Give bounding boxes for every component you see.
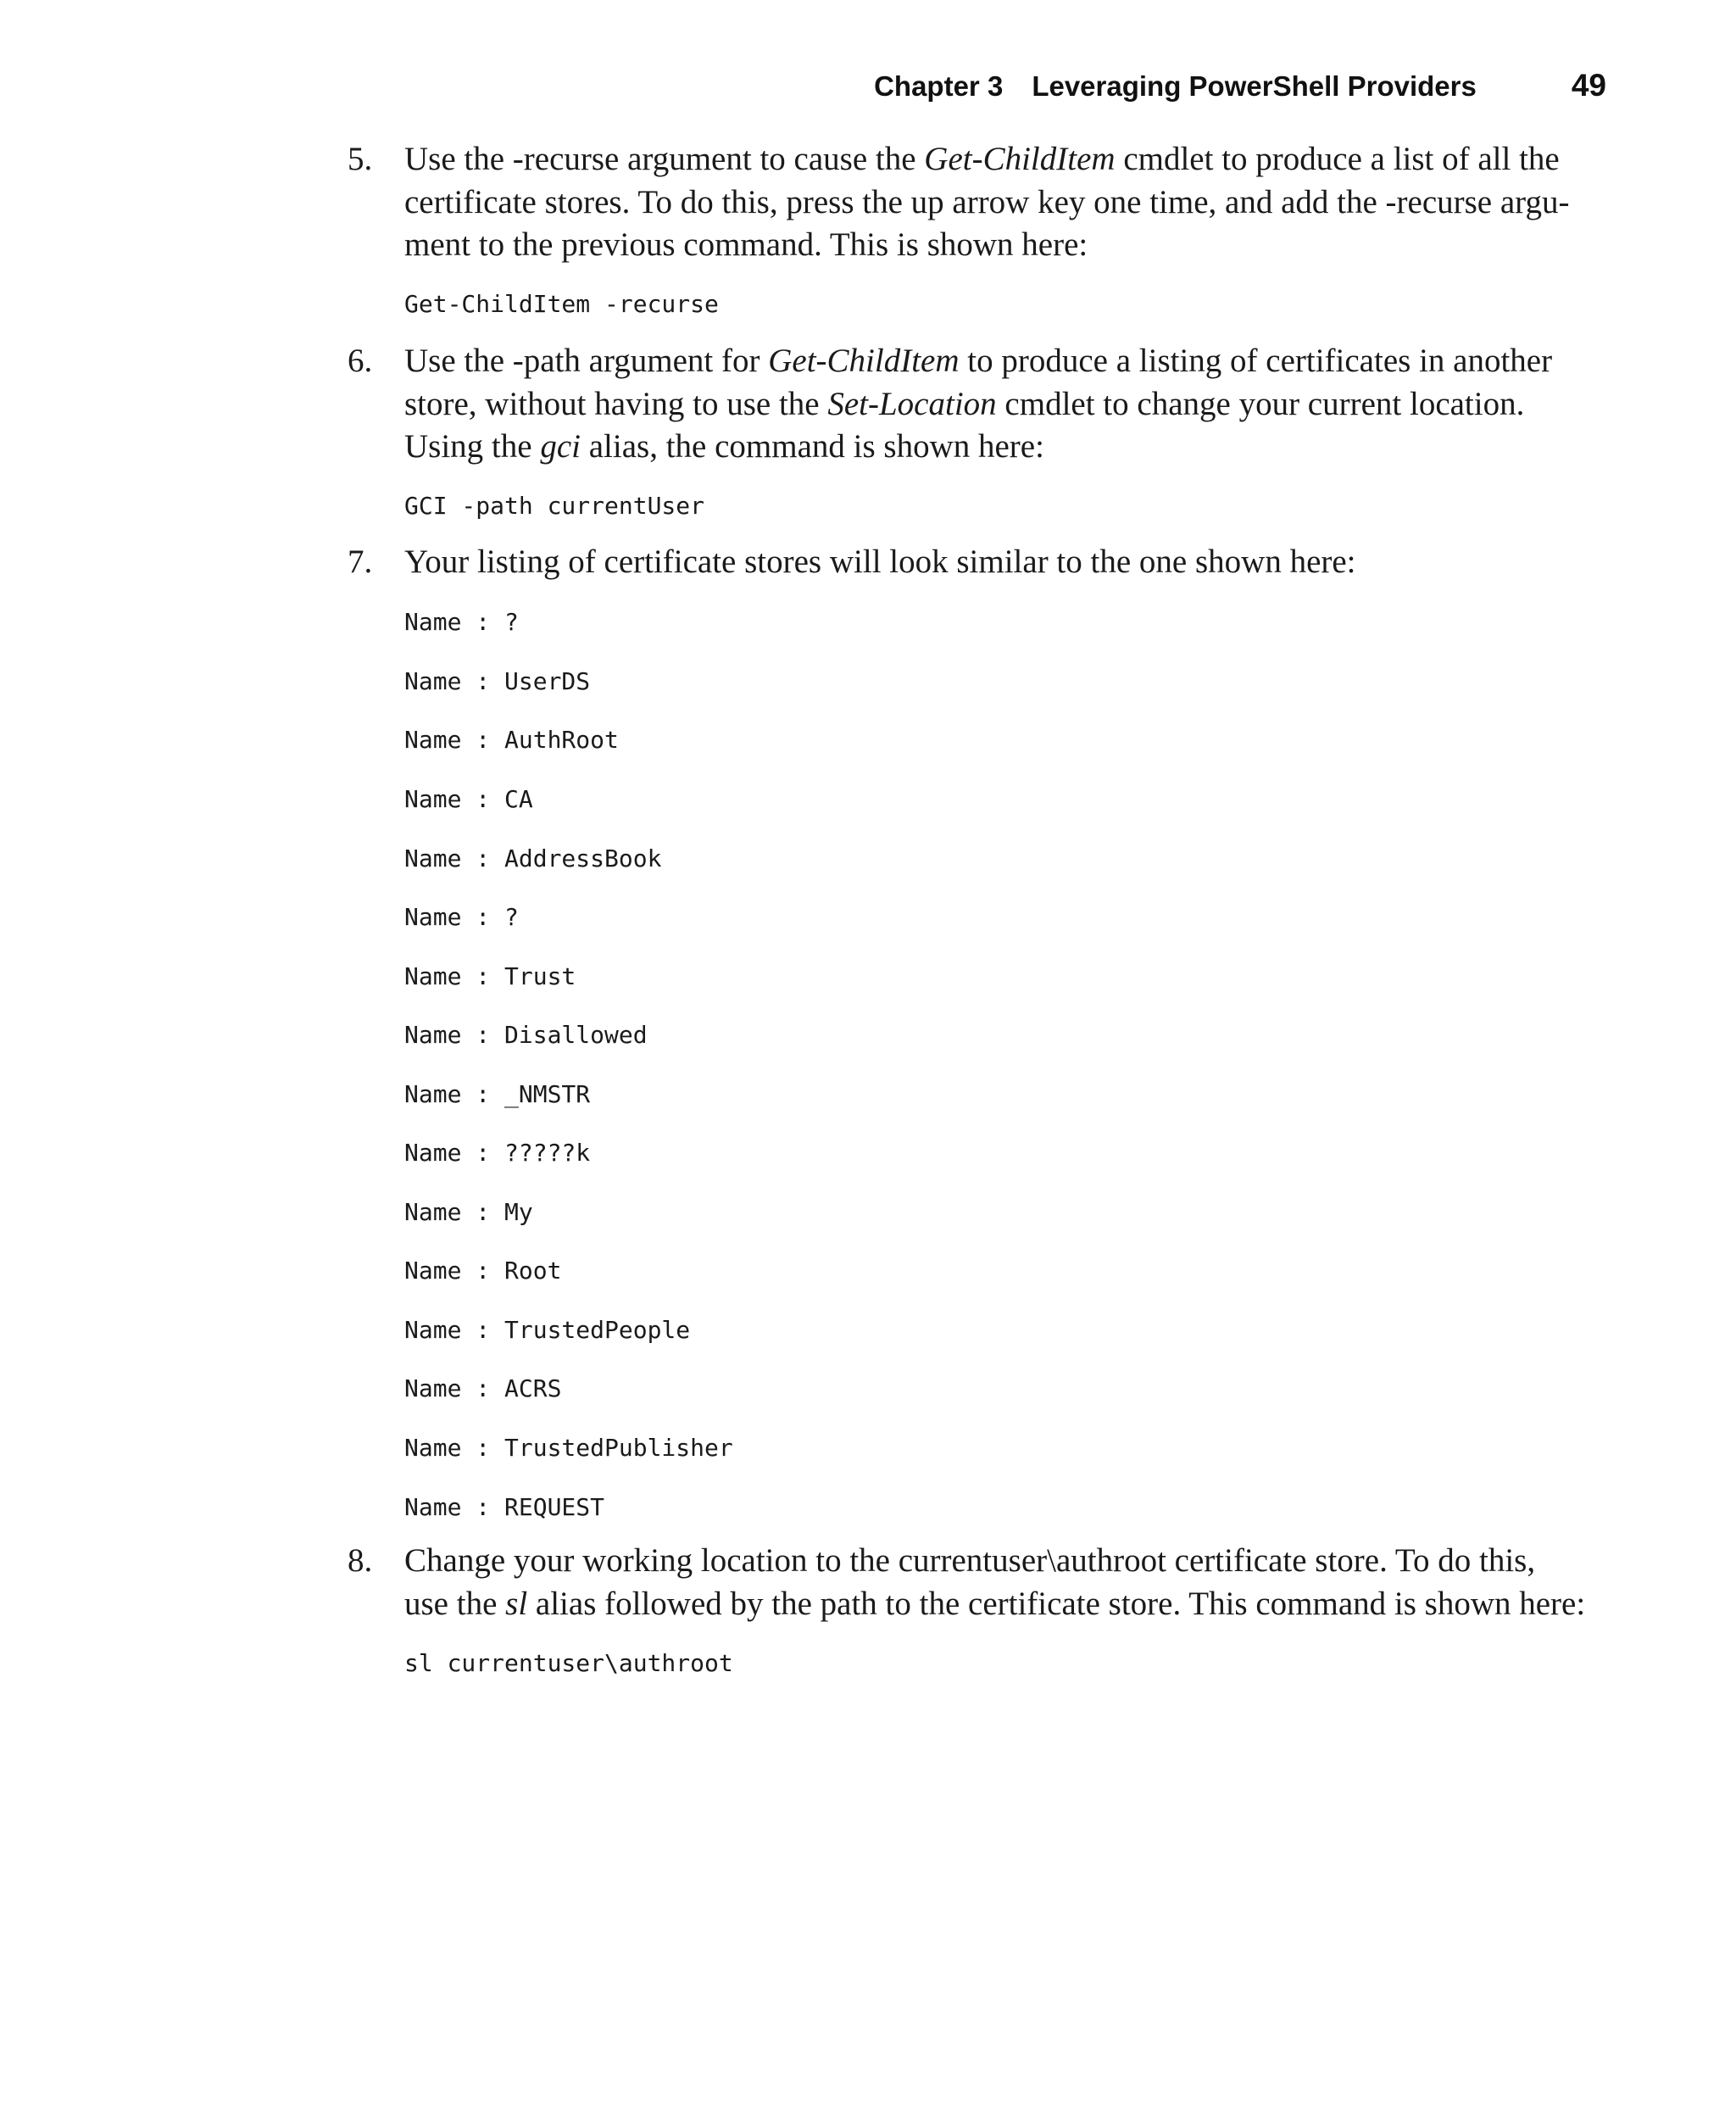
step-number: 6. xyxy=(348,343,373,379)
code-line: Name : REQUEST xyxy=(404,1493,605,1521)
step-paragraph xyxy=(404,541,1625,584)
alias-name: sl xyxy=(505,1585,528,1622)
code-line: GCI -path currentUser xyxy=(404,492,705,520)
page-number: 49 xyxy=(1571,68,1606,103)
paragraph-line xyxy=(404,340,1625,383)
code-line: Name : _NMSTR xyxy=(404,1080,591,1108)
running-head xyxy=(874,68,1606,103)
code-line: Name : AddressBook xyxy=(404,844,662,872)
paragraph-line: ment to the previous command. This is shown here: xyxy=(404,226,1088,263)
paragraph-line xyxy=(404,138,1625,181)
paragraph-line xyxy=(404,1583,1625,1626)
text-run: cmdlet to produce a list of all the xyxy=(1115,141,1560,177)
text-run: alias followed by the path to the certificate store. This command is shown here: xyxy=(527,1585,1586,1622)
chapter-title: Leveraging PowerShell Providers xyxy=(1032,70,1477,102)
text-run: Use the -recurse argument to cause the xyxy=(404,141,925,177)
step-number: 8. xyxy=(348,1542,373,1579)
cmdlet-name: Get-ChildItem xyxy=(768,343,960,379)
step-paragraph xyxy=(404,1540,1625,1625)
paragraph-line: Change your working location to the currentuser\authroot certificate store. To do this, xyxy=(404,1542,1536,1579)
code-line: Name : ? xyxy=(404,903,519,931)
code-line: Name : TrustedPeople xyxy=(404,1316,691,1344)
code-line: Name : ?????k xyxy=(404,1139,591,1167)
code-line: Name : ACRS xyxy=(404,1374,562,1402)
paragraph-line: certificate stores. To do this, press the up arrow key one time, and add the -recurse argu- xyxy=(404,183,1570,220)
code-line: Name : AuthRoot xyxy=(404,726,619,754)
text-run: Using the xyxy=(404,428,541,465)
step-number: 7. xyxy=(348,543,373,580)
code-line: sl currentuser\authroot xyxy=(404,1649,733,1677)
code-line: Name : UserDS xyxy=(404,667,591,695)
code-line: Name : My xyxy=(404,1198,533,1226)
code-line: Name : Root xyxy=(404,1257,562,1285)
alias-name: gci xyxy=(540,428,581,465)
text-run: use the xyxy=(404,1585,506,1622)
paragraph-line xyxy=(404,383,1625,426)
cmdlet-name: Get-ChildItem xyxy=(924,141,1116,177)
code-line: Name : TrustedPublisher xyxy=(404,1434,733,1462)
code-line: Get-ChildItem -recurse xyxy=(404,290,719,318)
text-run: cmdlet to change your current location. xyxy=(996,385,1525,422)
text-run: store, without having to use the xyxy=(404,385,828,422)
step-paragraph xyxy=(404,340,1625,469)
step-paragraph xyxy=(404,138,1625,267)
text-run: Use the -path argument for xyxy=(404,343,769,379)
text-run: alias, the command is shown here: xyxy=(580,428,1044,465)
paragraph-line xyxy=(404,426,1625,469)
chapter-label: Chapter 3 xyxy=(874,70,1004,102)
code-line: Name : Disallowed xyxy=(404,1021,648,1049)
code-line: Name : Trust xyxy=(404,962,576,990)
step-number: 5. xyxy=(348,141,373,177)
paragraph-line: Your listing of certificate stores will look similar to the one shown here: xyxy=(404,543,1356,580)
code-line: Name : CA xyxy=(404,785,533,813)
cmdlet-name: Set-Location xyxy=(827,385,997,422)
text-run: to produce a listing of certificates in another xyxy=(959,343,1553,379)
code-line: Name : ? xyxy=(404,608,519,636)
